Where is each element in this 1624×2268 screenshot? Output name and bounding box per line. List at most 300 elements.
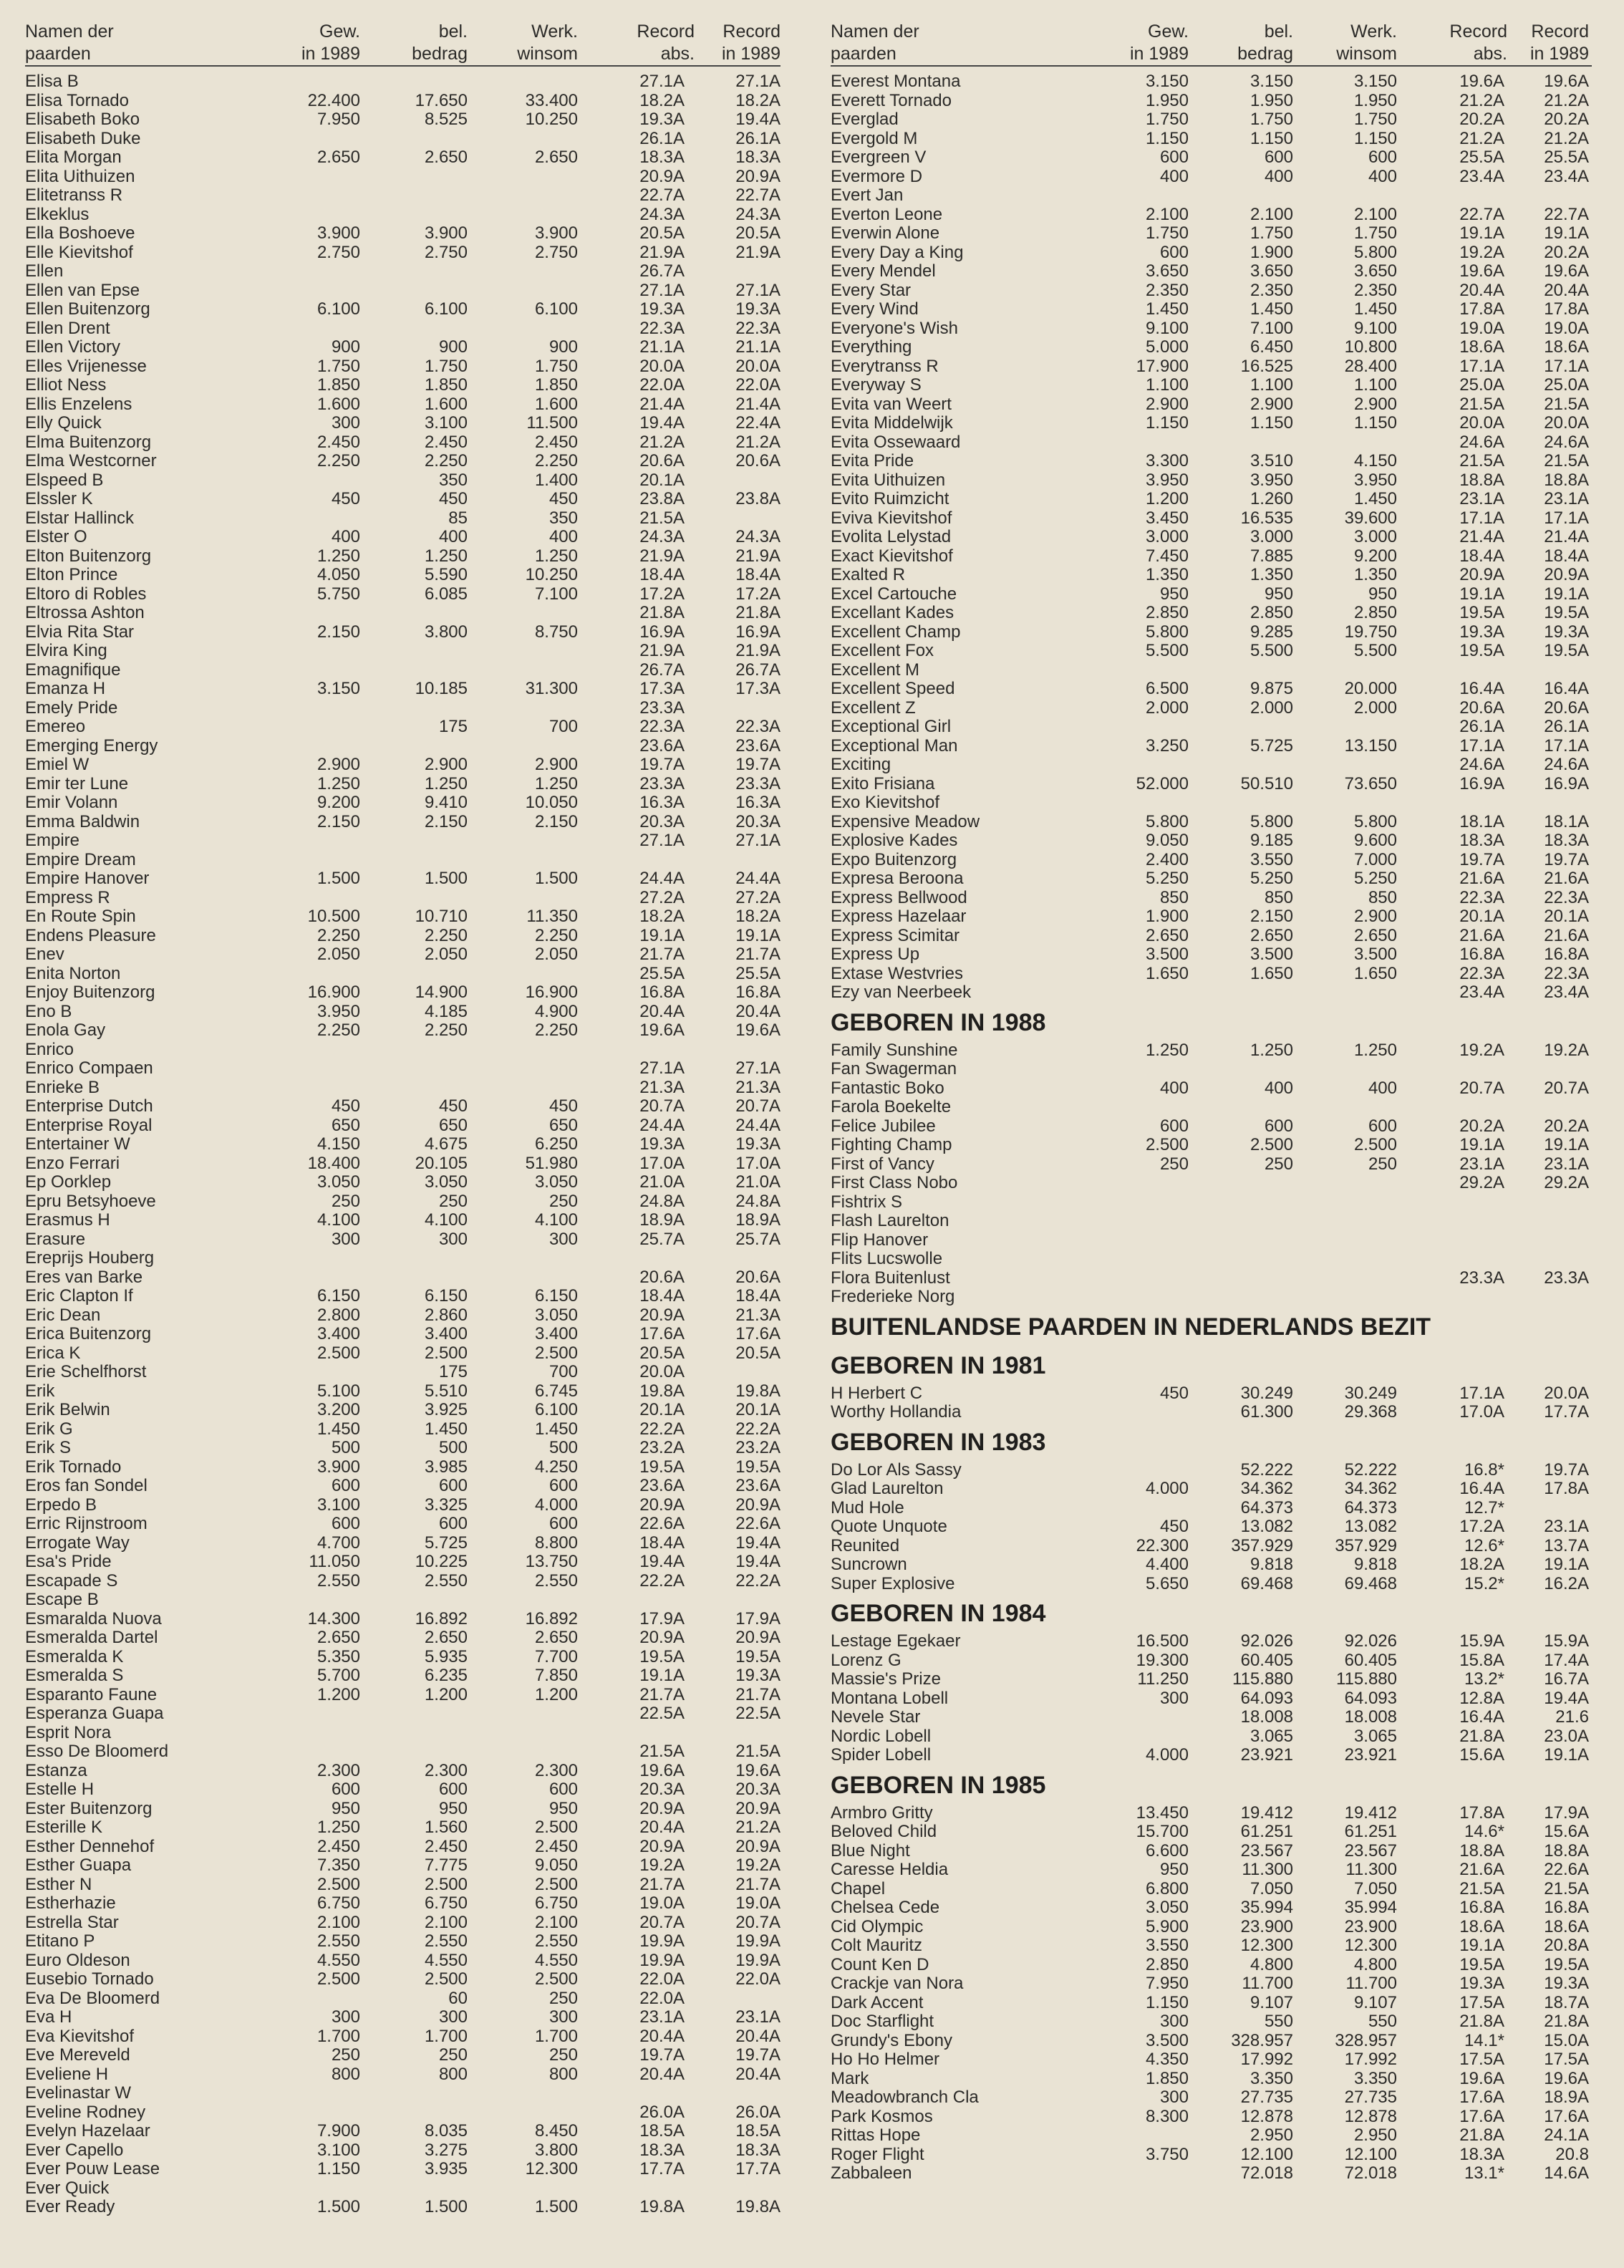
werk-winsom: 8.800 xyxy=(534,1533,578,1553)
record-1989: 19.3A xyxy=(735,1666,780,1685)
bel-bedrag: 300 xyxy=(438,2007,468,2027)
werk-winsom: 12.878 xyxy=(1344,2106,1397,2126)
horse-name: Esmeralda S xyxy=(25,1666,124,1685)
horse-name: Nevele Star xyxy=(831,1707,921,1727)
werk-winsom: 11.300 xyxy=(1345,1860,1397,1879)
horse-name: Spider Lobell xyxy=(831,1745,932,1765)
horse-name: Evelinastar W xyxy=(25,2083,132,2103)
horse-name: Eusebio Tornado xyxy=(25,1969,154,1989)
record-abs: 20.5A xyxy=(639,223,685,243)
bel-bedrag: 8.525 xyxy=(424,110,468,129)
werk-winsom: 2.100 xyxy=(1353,204,1397,224)
bel-bedrag: 2.350 xyxy=(1250,280,1293,300)
record-1989: 20.7A xyxy=(735,1912,780,1932)
bel-bedrag: 2.450 xyxy=(424,1836,468,1856)
werk-winsom: 4.800 xyxy=(1353,1954,1397,1974)
table-row xyxy=(831,168,1592,187)
werk-winsom: 5.800 xyxy=(1353,242,1397,262)
gew-1989: 11.050 xyxy=(309,1552,360,1571)
table-row xyxy=(25,623,780,642)
werk-winsom: 700 xyxy=(548,717,578,736)
werk-winsom: 1.250 xyxy=(534,773,578,793)
werk-winsom: 500 xyxy=(548,1438,578,1457)
table-row xyxy=(831,1250,1592,1269)
record-abs: 20.9A xyxy=(639,1628,685,1647)
horse-name: Erasmus H xyxy=(25,1210,110,1230)
werk-winsom: 600 xyxy=(1368,148,1397,167)
gew-1989: 2.900 xyxy=(1145,394,1189,414)
bel-bedrag: 61.300 xyxy=(1240,1402,1293,1422)
bel-bedrag: 64.093 xyxy=(1240,1688,1293,1708)
horse-name: Ellen xyxy=(25,261,64,281)
gew-1989: 52.000 xyxy=(1136,773,1189,793)
table-row xyxy=(831,851,1592,870)
werk-winsom: 4.150 xyxy=(1353,451,1397,471)
table-row xyxy=(25,1458,780,1477)
bel-bedrag: 3.925 xyxy=(424,1400,468,1419)
horse-name: Elita Uithuizen xyxy=(25,166,135,186)
werk-winsom: 11.700 xyxy=(1345,1974,1397,1993)
table-row xyxy=(831,357,1592,377)
table-row xyxy=(25,927,780,946)
horse-name: Endens Pleasure xyxy=(25,925,156,945)
record-abs: 22.3A xyxy=(639,318,685,338)
bel-bedrag: 23.921 xyxy=(1240,1745,1293,1765)
werk-winsom: 400 xyxy=(548,527,578,546)
werk-winsom: 1.850 xyxy=(534,375,578,395)
record-abs: 21.8A xyxy=(639,603,685,622)
table-row xyxy=(831,1174,1592,1193)
table-row xyxy=(25,718,780,737)
horse-name: Blue Night xyxy=(831,1840,910,1861)
record-abs: 13.2* xyxy=(1464,1669,1504,1689)
record-1989: 24.6A xyxy=(1544,755,1589,774)
record-abs: 25.5A xyxy=(1459,148,1504,167)
bel-bedrag: 4.675 xyxy=(424,1134,468,1154)
bel-bedrag: 1.700 xyxy=(424,2026,468,2046)
horse-name: Empress R xyxy=(25,887,110,907)
table-row xyxy=(25,1135,780,1154)
gew-1989: 2.750 xyxy=(316,242,360,262)
table-row xyxy=(25,1344,780,1364)
gew-1989: 9.100 xyxy=(1145,318,1189,338)
gew-1989: 2.450 xyxy=(316,1836,360,1856)
record-1989: 13.7A xyxy=(1544,1535,1589,1555)
werk-winsom: 550 xyxy=(1368,2012,1397,2031)
record-abs: 20.3A xyxy=(639,811,685,831)
record-1989: 17.6A xyxy=(735,1324,780,1343)
horse-name: Emma Baldwin xyxy=(25,811,140,831)
bel-bedrag: 12.878 xyxy=(1240,2106,1293,2126)
record-1989: 20.2A xyxy=(1544,242,1589,262)
table-row xyxy=(831,1689,1592,1709)
record-1989: 22.6A xyxy=(1544,1860,1589,1879)
gew-1989: 600 xyxy=(331,1780,360,1799)
bel-bedrag: 600 xyxy=(438,1476,468,1495)
gew-1989: 7.450 xyxy=(1145,546,1189,566)
table-row xyxy=(831,338,1592,357)
werk-winsom: 800 xyxy=(548,2064,578,2084)
gew-1989: 11.250 xyxy=(1137,1669,1189,1689)
table-row xyxy=(25,1078,780,1098)
bel-bedrag: 900 xyxy=(438,337,468,357)
bel-bedrag: 115.880 xyxy=(1232,1669,1293,1689)
horse-name: Elle Kievitshof xyxy=(25,242,133,262)
record-abs: 20.4A xyxy=(1459,280,1504,300)
record-abs: 16.3A xyxy=(639,793,685,812)
record-abs: 19.1A xyxy=(639,925,685,945)
horse-name: Massie's Prize xyxy=(831,1669,941,1689)
bel-bedrag: 1.750 xyxy=(1250,110,1293,129)
werk-winsom: 250 xyxy=(548,1988,578,2008)
record-1989: 20.9A xyxy=(735,166,780,186)
record-abs: 23.6A xyxy=(639,735,685,756)
bel-bedrag: 4.100 xyxy=(424,1210,468,1230)
werk-winsom: 2.650 xyxy=(534,148,578,167)
record-1989: 18.4A xyxy=(735,565,780,584)
record-1989: 17.8A xyxy=(1544,299,1589,319)
gew-1989: 10.500 xyxy=(307,907,360,926)
table-row xyxy=(25,1989,780,2009)
werk-winsom: 13.750 xyxy=(525,1552,578,1571)
record-1989: 18.4A xyxy=(1544,546,1589,566)
gew-1989: 6.100 xyxy=(316,299,360,319)
werk-winsom: 2.500 xyxy=(534,1969,578,1989)
record-abs: 25.5A xyxy=(639,963,685,983)
gew-1989: 800 xyxy=(331,2064,360,2084)
horse-name: Exo Kievitshof xyxy=(831,793,940,812)
werk-winsom: 9.100 xyxy=(1353,318,1397,338)
werk-winsom: 350 xyxy=(548,508,578,528)
record-abs: 20.6A xyxy=(639,451,685,471)
table-row xyxy=(831,452,1592,471)
record-abs: 19.1A xyxy=(639,1666,685,1685)
table-row xyxy=(25,2046,780,2065)
record-abs: 19.5A xyxy=(1459,603,1504,622)
horse-name: Evelyn Hazelaar xyxy=(25,2121,150,2141)
record-1989: 17.1A xyxy=(1544,735,1589,756)
horse-name: Elles Vrijenesse xyxy=(25,356,147,376)
horse-name: Elisabeth Duke xyxy=(25,128,141,148)
section-heading: GEBOREN IN 1985 xyxy=(831,1771,1046,1799)
gew-1989: 3.900 xyxy=(316,223,360,243)
record-abs: 17.3A xyxy=(639,679,685,698)
table-row xyxy=(831,718,1592,737)
werk-winsom: 1.250 xyxy=(1353,1040,1397,1060)
table-row xyxy=(831,1079,1592,1099)
werk-winsom: 9.050 xyxy=(534,1856,578,1875)
horse-name: Lestage Egekaer xyxy=(831,1631,961,1651)
record-abs: 23.3A xyxy=(639,698,685,718)
horse-name: Expresa Beroona xyxy=(831,869,964,888)
record-abs: 21.6A xyxy=(1459,869,1504,888)
bel-bedrag: 300 xyxy=(438,1229,468,1249)
record-1989: 20.9A xyxy=(735,1628,780,1647)
record-1989: 19.5A xyxy=(1544,603,1589,622)
werk-winsom: 5.500 xyxy=(1353,641,1397,660)
bel-bedrag: 9.185 xyxy=(1250,831,1293,850)
record-abs: 18.3A xyxy=(639,2140,685,2160)
record-abs: 20.9A xyxy=(639,1798,685,1818)
gew-1989: 2.150 xyxy=(316,811,360,831)
record-1989: 15.9A xyxy=(1544,1631,1589,1651)
record-abs: 19.3A xyxy=(1459,1974,1504,1993)
bel-bedrag: 650 xyxy=(438,1115,468,1135)
record-abs: 12.6* xyxy=(1464,1535,1504,1555)
bel-bedrag: 2.500 xyxy=(424,1343,468,1363)
gew-1989: 1.600 xyxy=(316,394,360,414)
table-row xyxy=(25,1800,780,1819)
horse-name: Evito Ruimzicht xyxy=(831,489,949,508)
record-1989: 24.4A xyxy=(735,1115,780,1135)
record-abs: 22.5A xyxy=(639,1704,685,1723)
table-row xyxy=(25,1894,780,1914)
table-row xyxy=(25,869,780,889)
record-1989: 24.6A xyxy=(1544,432,1589,452)
bel-bedrag: 2.550 xyxy=(424,1570,468,1591)
table-row xyxy=(25,907,780,927)
gew-1989: 300 xyxy=(331,1229,360,1249)
horse-name: Fighting Champ xyxy=(831,1135,952,1154)
record-1989: 20.2A xyxy=(1544,110,1589,129)
werk-winsom: 2.050 xyxy=(534,945,578,964)
table-row xyxy=(25,168,780,187)
record-abs: 19.0A xyxy=(639,1893,685,1913)
horse-name: Every Wind xyxy=(831,299,919,319)
bel-bedrag: 5.800 xyxy=(1250,811,1293,831)
table-row xyxy=(25,661,780,680)
horse-name: Empire Hanover xyxy=(25,869,150,888)
record-1989: 19.4A xyxy=(735,1533,780,1553)
gew-1989: 3.250 xyxy=(1145,735,1189,756)
gew-1989: 2.250 xyxy=(316,925,360,945)
table-row xyxy=(25,1932,780,1951)
werk-winsom: 7.050 xyxy=(1353,1878,1397,1898)
record-abs: 23.8A xyxy=(639,489,685,508)
bel-bedrag: 175 xyxy=(438,717,468,736)
horse-name: Elvia Rita Star xyxy=(25,622,135,642)
record-abs: 23.3A xyxy=(1459,1268,1504,1288)
table-row xyxy=(25,1818,780,1838)
table-row xyxy=(831,1898,1592,1918)
gew-1989: 7.350 xyxy=(316,1856,360,1875)
horse-name: Esperanza Guapa xyxy=(25,1704,164,1723)
horse-name: Ellen Buitenzorg xyxy=(25,299,150,319)
gew-1989: 300 xyxy=(331,2007,360,2027)
record-abs: 16.9A xyxy=(639,622,685,642)
werk-winsom: 72.018 xyxy=(1344,2163,1397,2183)
record-abs: 18.2A xyxy=(1459,1555,1504,1574)
record-abs: 22.0A xyxy=(639,375,685,395)
record-abs: 18.3A xyxy=(639,148,685,167)
record-abs: 20.7A xyxy=(1459,1078,1504,1098)
left-column xyxy=(25,18,780,2217)
bel-bedrag: 50.510 xyxy=(1240,773,1293,793)
horse-name: Excellant Kades xyxy=(831,603,954,622)
table-row xyxy=(25,452,780,471)
horse-name: Emanza H xyxy=(25,679,106,698)
werk-winsom: 950 xyxy=(1368,584,1397,604)
table-row xyxy=(25,2141,780,2161)
table-row xyxy=(25,585,780,604)
record-abs: 21.5A xyxy=(1459,394,1504,414)
horse-name: Erica K xyxy=(25,1343,81,1363)
table-row xyxy=(25,2084,780,2103)
gew-1989: 1.500 xyxy=(316,869,360,888)
record-abs: 20.7A xyxy=(639,1096,685,1116)
horse-name: Flash Laurelton xyxy=(831,1211,949,1230)
table-row xyxy=(25,1666,780,1686)
record-abs: 13.1* xyxy=(1464,2163,1504,2183)
table-row xyxy=(831,1974,1592,1994)
record-abs: 19.5A xyxy=(1459,641,1504,660)
record-abs: 19.3A xyxy=(1459,622,1504,642)
bel-bedrag: 60 xyxy=(448,1988,468,2008)
horse-name: Eltoro di Robles xyxy=(25,584,147,604)
werk-winsom: 3.400 xyxy=(534,1324,578,1343)
bel-bedrag: 5.935 xyxy=(424,1646,468,1666)
werk-winsom: 3.950 xyxy=(1353,470,1397,490)
record-1989: 18.2A xyxy=(735,90,780,110)
record-abs: 15.2* xyxy=(1464,1573,1504,1593)
record-1989: 21.6A xyxy=(1544,869,1589,888)
record-abs: 19.6A xyxy=(1459,261,1504,281)
table-row xyxy=(831,585,1592,604)
werk-winsom: 600 xyxy=(548,1514,578,1533)
gew-1989: 3.050 xyxy=(1145,1898,1189,1917)
werk-winsom: 5.250 xyxy=(1353,869,1397,888)
bel-bedrag: 3.800 xyxy=(424,622,468,642)
horse-name: Everwin Alone xyxy=(831,223,940,243)
record-abs: 26.7A xyxy=(639,261,685,281)
record-1989: 24.8A xyxy=(735,1191,780,1211)
record-1989: 21.7A xyxy=(735,1874,780,1894)
werk-winsom: 2.550 xyxy=(534,1931,578,1951)
werk-winsom: 13.082 xyxy=(1344,1517,1397,1536)
bel-bedrag: 7.100 xyxy=(1250,318,1293,338)
werk-winsom: 33.400 xyxy=(525,90,578,110)
table-row xyxy=(25,642,780,661)
werk-winsom: 4.250 xyxy=(534,1457,578,1477)
horse-name: Every Star xyxy=(831,280,912,300)
gew-1989: 4.050 xyxy=(316,565,360,584)
bel-bedrag: 3.050 xyxy=(424,1172,468,1192)
horse-name: Evita van Weert xyxy=(831,394,952,414)
record-1989: 21.5A xyxy=(1544,1878,1589,1898)
bel-bedrag: 64.373 xyxy=(1240,1497,1293,1517)
horse-name: Ella Boshoeve xyxy=(25,223,135,243)
bel-bedrag: 1.200 xyxy=(424,1684,468,1704)
werk-winsom: 39.600 xyxy=(1344,508,1397,528)
table-row xyxy=(25,1762,780,1781)
werk-winsom: 2.450 xyxy=(534,1836,578,1856)
record-abs: 22.7A xyxy=(1459,204,1504,224)
table-row xyxy=(831,661,1592,680)
werk-winsom: 900 xyxy=(548,337,578,357)
werk-winsom: 450 xyxy=(548,489,578,508)
record-abs: 21.1A xyxy=(639,337,685,357)
gew-1989: 5.000 xyxy=(1145,337,1189,357)
record-abs: 12.7* xyxy=(1464,1497,1504,1517)
horse-name: Emiel W xyxy=(25,755,90,774)
horse-name: Evita Uithuizen xyxy=(831,470,946,490)
record-abs: 24.3A xyxy=(639,204,685,224)
record-1989: 16.9A xyxy=(735,622,780,642)
bel-bedrag: 1.500 xyxy=(424,869,468,888)
bel-bedrag: 3.000 xyxy=(1250,527,1293,546)
werk-winsom: 3.050 xyxy=(534,1172,578,1192)
record-1989: 19.4A xyxy=(1544,1688,1589,1708)
record-1989: 19.7A xyxy=(1544,849,1589,869)
table-row xyxy=(831,1956,1592,1975)
werk-winsom: 2.950 xyxy=(1353,2125,1397,2145)
table-row xyxy=(25,566,780,585)
horse-name: Erasure xyxy=(25,1229,86,1249)
table-row xyxy=(25,262,780,281)
record-abs: 17.1A xyxy=(1459,356,1504,376)
werk-winsom: 92.026 xyxy=(1344,1631,1397,1651)
horse-name: H Herbert C xyxy=(831,1383,923,1403)
record-abs: 25.0A xyxy=(1459,375,1504,395)
werk-winsom: 4.550 xyxy=(534,1950,578,1970)
gew-1989: 600 xyxy=(331,1514,360,1533)
record-abs: 20.5A xyxy=(639,1343,685,1363)
werk-winsom: 23.567 xyxy=(1344,1840,1397,1861)
werk-winsom: 6.745 xyxy=(534,1381,578,1401)
record-abs: 21.8A xyxy=(1459,1726,1504,1746)
record-abs: 19.5A xyxy=(639,1457,685,1477)
bel-bedrag: 175 xyxy=(438,1362,468,1381)
table-row xyxy=(25,72,780,92)
record-1989: 20.5A xyxy=(735,223,780,243)
horse-name: Elma Buitenzorg xyxy=(25,432,152,452)
table-row xyxy=(25,1724,780,1743)
werk-winsom: 19.412 xyxy=(1344,1803,1397,1823)
werk-winsom: 7.100 xyxy=(534,584,578,604)
horse-name: Esther Guapa xyxy=(25,1856,132,1875)
table-row xyxy=(831,2108,1592,2127)
werk-winsom: 3.000 xyxy=(1353,527,1397,546)
record-1989: 23.1A xyxy=(735,2007,780,2027)
horse-name: Zabbaleen xyxy=(831,2163,912,2183)
gew-1989: 2.300 xyxy=(316,1760,360,1780)
gew-1989: 500 xyxy=(331,1438,360,1457)
horse-name: Eva Kievitshof xyxy=(25,2026,135,2046)
gew-1989: 5.350 xyxy=(316,1646,360,1666)
table-row xyxy=(25,1970,780,1989)
gew-1989: 3.950 xyxy=(316,1001,360,1021)
bel-bedrag: 400 xyxy=(438,527,468,546)
record-1989: 20.9A xyxy=(735,1836,780,1856)
gew-1989: 300 xyxy=(1159,2088,1189,2107)
record-1989: 25.5A xyxy=(735,963,780,983)
record-1989: 17.9A xyxy=(1544,1803,1589,1823)
horse-name: Enterprise Dutch xyxy=(25,1096,153,1116)
record-1989: 19.3A xyxy=(1544,1974,1589,1993)
table-row xyxy=(831,756,1592,775)
gew-1989: 7.950 xyxy=(1145,1974,1189,1993)
werk-winsom: 1.350 xyxy=(1353,565,1397,584)
table-row xyxy=(831,2070,1592,2089)
record-1989: 18.3A xyxy=(735,148,780,167)
bel-bedrag: 2.900 xyxy=(1250,394,1293,414)
bel-bedrag: 250 xyxy=(438,1191,468,1211)
horse-name: Erik Belwin xyxy=(25,1400,110,1419)
horse-name: Exalted R xyxy=(831,565,906,584)
horse-name: Estanza xyxy=(25,1760,87,1780)
horse-name: First Class Nobo xyxy=(831,1173,958,1192)
record-abs: 15.8A xyxy=(1459,1650,1504,1670)
